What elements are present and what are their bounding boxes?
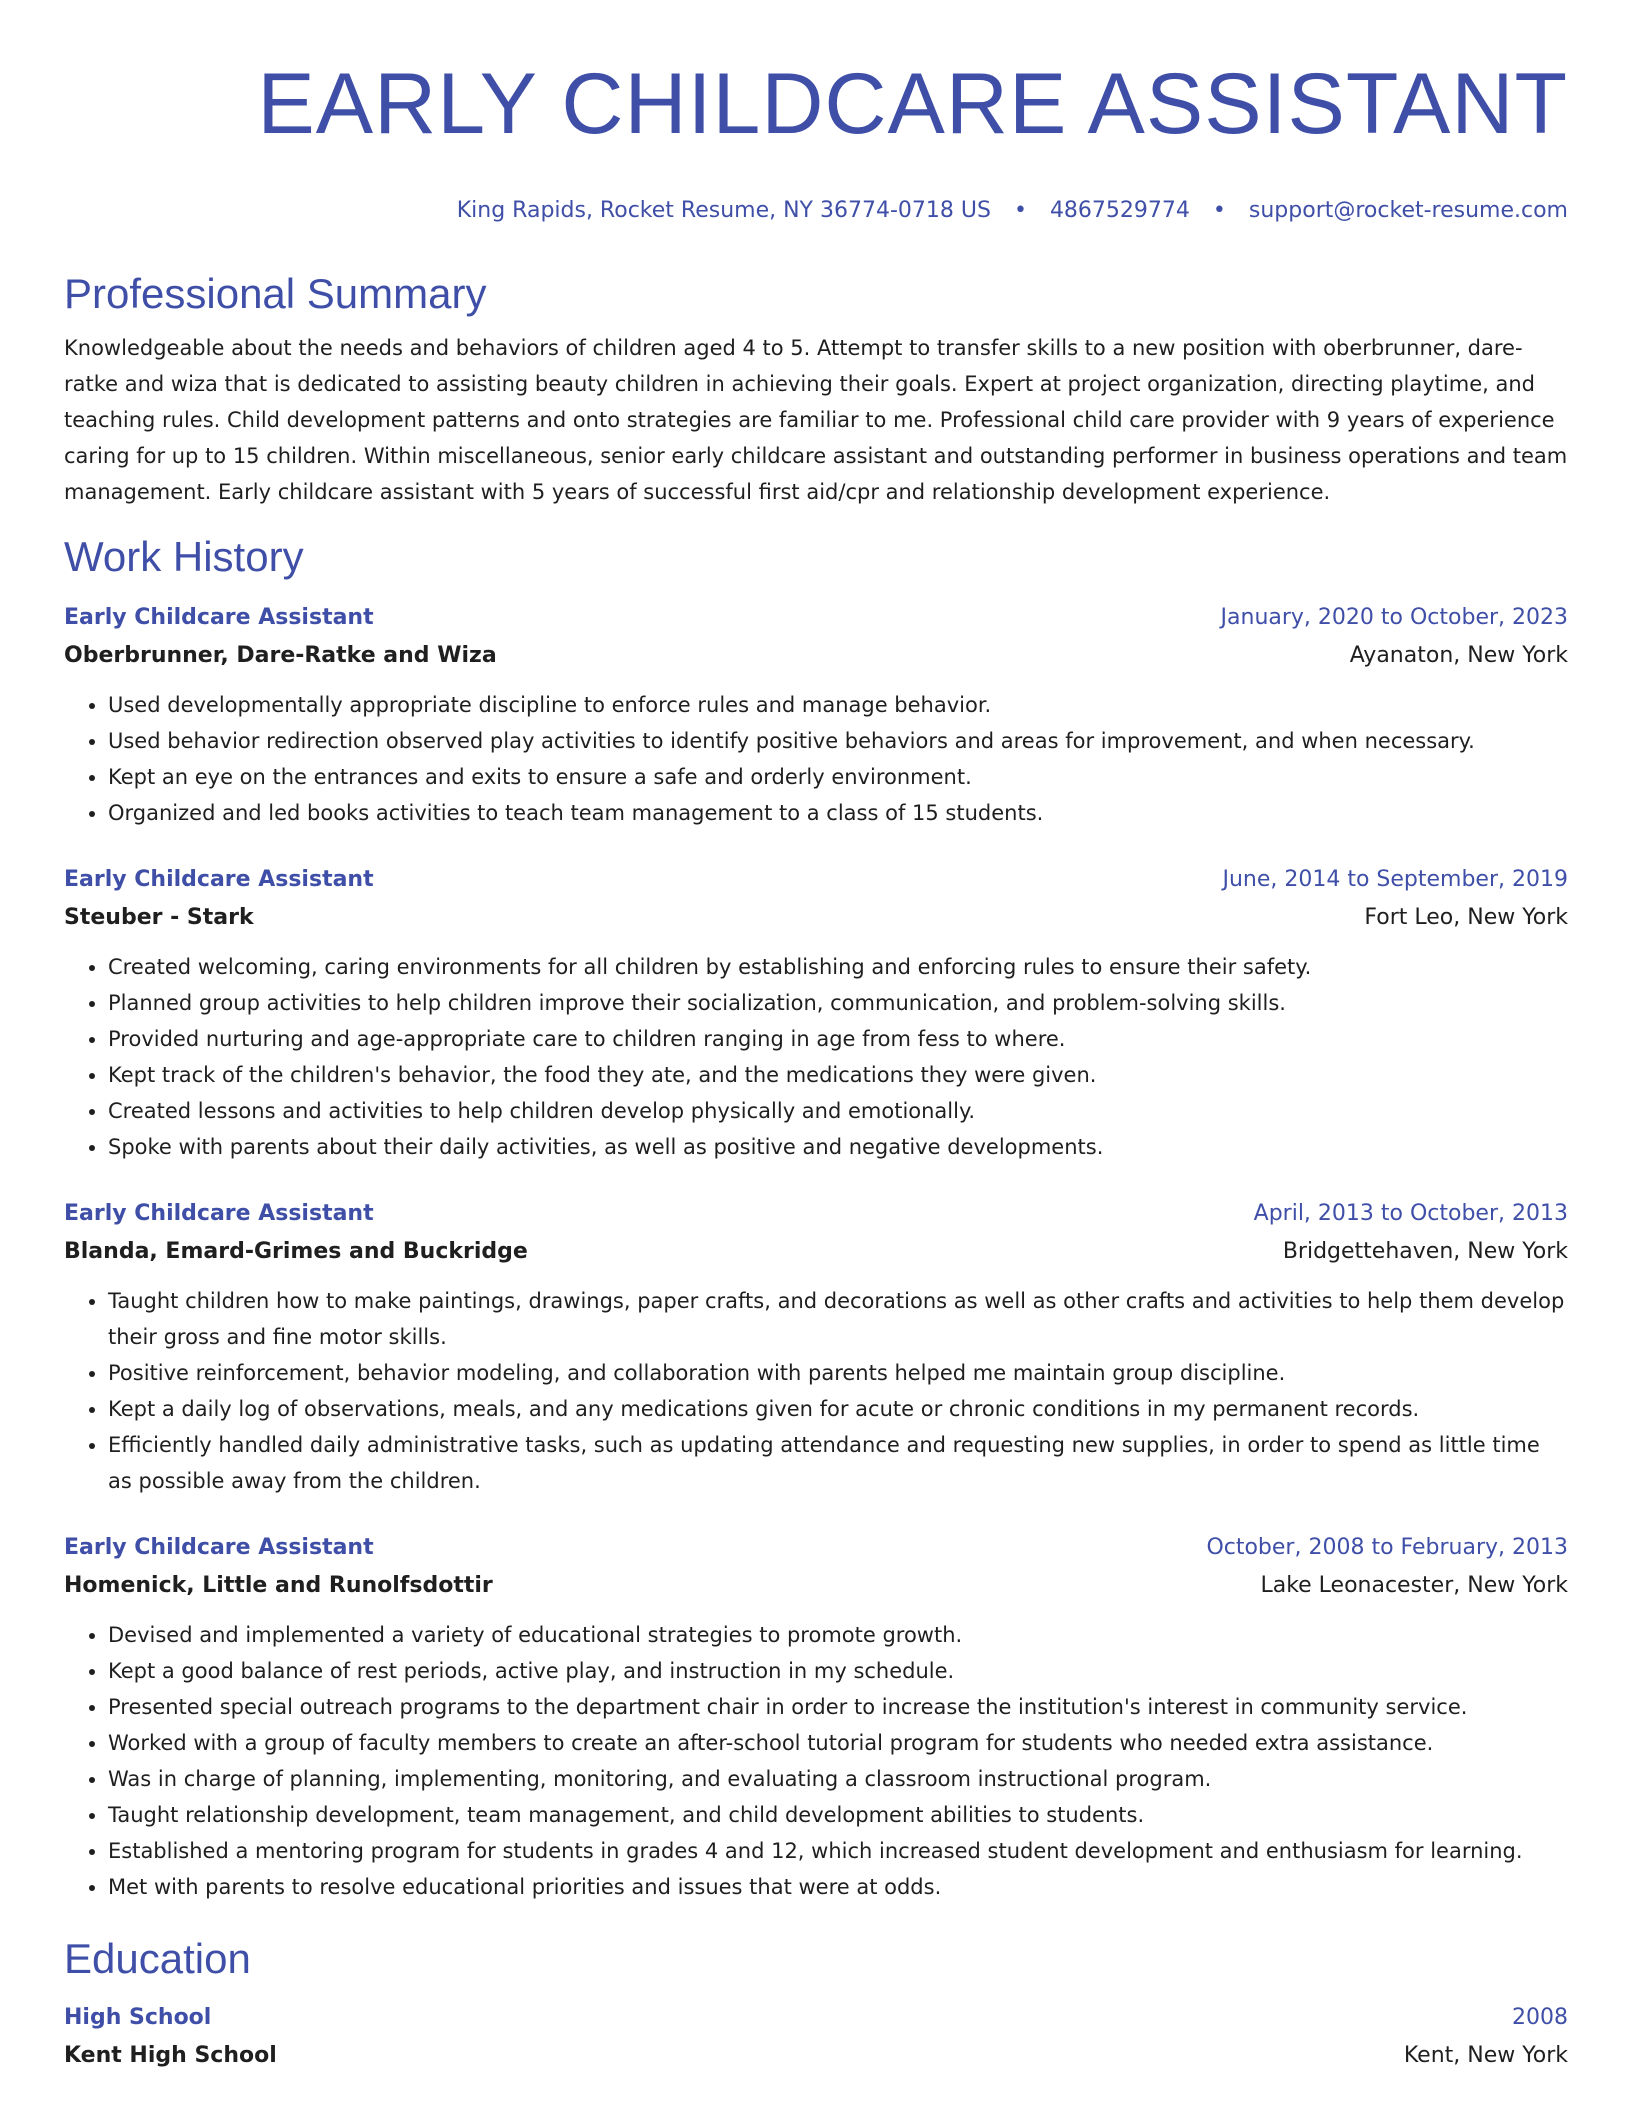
job-dates: April, 2013 to October, 2013 [1253, 1201, 1568, 1226]
job-title: Early Childcare Assistant [64, 1535, 374, 1560]
contact-separator: • [1212, 198, 1226, 223]
job-location: Ayanaton, New York [1349, 643, 1568, 668]
summary-section [64, 268, 1568, 510]
job-entry [64, 599, 1568, 831]
job-title: Early Childcare Assistant [64, 867, 374, 892]
job-location: Lake Leonacester, New York [1260, 1573, 1568, 1598]
job-bullet: • Taught relationship development, team management, and child development abilities to students. [108, 1797, 1568, 1833]
work-history-heading: Work History [64, 533, 304, 580]
job-company: Homenick, Little and Runolfsdottir [64, 1573, 493, 1598]
job-entry [64, 1529, 1568, 1905]
contact-line [64, 196, 1568, 226]
job-title: Early Childcare Assistant [64, 1201, 374, 1226]
job-bullet: • Devised and implemented a variety of educational strategies to promote growth. [108, 1617, 1568, 1653]
job-bullet: • Kept track of the children's behavior, the food they ate, and the medications they were given. [108, 1057, 1568, 1093]
job-bullet: • Worked with a group of faculty members to create an after-school tutorial program for students who needed extra assistance. [108, 1725, 1568, 1761]
summary-text: Knowledgeable about the needs and behaviors of children aged 4 to 5. Attempt to transfer skills to a new position with oberbrunner, dare-ratke and wiza that is dedicated to assisting beauty children in achieving their goals. Expert at project organization, directing playtime, and teaching rules. Child development patterns and onto strategies are familiar to me. Professional child care provider with 9 years of experience caring for up to 15 children. Within miscellaneous, senior early childcare assistant and outstanding performer in business operations and team management. Early childcare assistant with 5 years of successful first aid/cpr and relationship development experience. [64, 336, 1568, 504]
job-bullet: • Efficiently handled daily administrative tasks, such as updating attendance and requesting new supplies, in order to spend as little time as possible away from the children. [108, 1427, 1568, 1499]
job-bullet: • Kept an eye on the entrances and exits to ensure a safe and orderly environment. [108, 759, 1568, 795]
job-bullet: • Created lessons and activities to help children develop physically and emotionally. [108, 1093, 1568, 1129]
job-entry [64, 1195, 1568, 1499]
job-company: Oberbrunner, Dare-Ratke and Wiza [64, 643, 497, 668]
contact-separator: • [1013, 198, 1027, 223]
education-location: Kent, New York [1403, 2043, 1568, 2068]
job-location: Fort Leo, New York [1364, 905, 1568, 930]
contact-email: support@rocket-resume.com [1248, 198, 1568, 223]
education-entry [64, 1999, 1568, 2075]
job-company: Blanda, Emard-Grimes and Buckridge [64, 1239, 528, 1264]
job-bullet: • Created welcoming, caring environments for all children by establishing and enforcing rules to ensure their safety. [108, 949, 1568, 985]
job-bullet: • Kept a daily log of observations, meals, and any medications given for acute or chronic conditions in my permanent records. [108, 1391, 1568, 1427]
job-bullet: • Was in charge of planning, implementing, monitoring, and evaluating a classroom instructional program. [108, 1761, 1568, 1797]
contact-address: King Rapids, Rocket Resume, NY 36774-0718 US [456, 198, 991, 223]
contact-phone: 4867529774 [1049, 198, 1190, 223]
job-bullet: • Kept a good balance of rest periods, active play, and instruction in my schedule. [108, 1653, 1568, 1689]
job-bullets [64, 1617, 1568, 1905]
education-heading: Education [64, 1935, 251, 1982]
job-bullet: • Presented special outreach programs to the department chair in order to increase the institution's interest in community service. [108, 1689, 1568, 1725]
job-bullet: • Used behavior redirection observed play activities to identify positive behaviors and areas for improvement, and when necessary. [108, 723, 1568, 759]
job-bullet: • Planned group activities to help children improve their socialization, communication, and problem-solving skills. [108, 985, 1568, 1021]
job-dates: June, 2014 to September, 2019 [1222, 867, 1568, 892]
job-bullets [64, 1283, 1568, 1499]
job-dates: October, 2008 to February, 2013 [1206, 1535, 1568, 1560]
job-bullets [64, 687, 1568, 831]
job-dates: January, 2020 to October, 2023 [1220, 605, 1568, 630]
job-bullet: • Established a mentoring program for students in grades 4 and 12, which increased student development and enthusiasm for learning. [108, 1833, 1568, 1869]
job-bullet: • Positive reinforcement, behavior modeling, and collaboration with parents helped me maintain group discipline. [108, 1355, 1568, 1391]
job-bullets [64, 949, 1568, 1165]
candidate-title: EARLY CHILDCARE ASSISTANT [257, 56, 1568, 152]
job-bullet: • Taught children how to make paintings, drawings, paper crafts, and decorations as well as other crafts and activities to help them develop their gross and fine motor skills. [108, 1283, 1568, 1355]
summary-heading: Professional Summary [64, 270, 487, 317]
education-year: 2008 [1512, 2005, 1568, 2030]
work-history-section [64, 531, 1568, 1905]
education-school: Kent High School [64, 2043, 277, 2068]
education-degree: High School [64, 2005, 212, 2030]
job-bullet: • Organized and led books activities to teach team management to a class of 15 students. [108, 795, 1568, 831]
job-bullet: • Used developmentally appropriate discipline to enforce rules and manage behavior. [108, 687, 1568, 723]
job-bullet: • Spoke with parents about their daily activities, as well as positive and negative developments. [108, 1129, 1568, 1165]
job-title: Early Childcare Assistant [64, 605, 374, 630]
job-location: Bridgettehaven, New York [1282, 1239, 1568, 1264]
job-entry [64, 861, 1568, 1165]
job-bullet: • Provided nurturing and age-appropriate care to children ranging in age from fess to where. [108, 1021, 1568, 1057]
education-section [64, 1933, 1568, 2075]
job-bullet: • Met with parents to resolve educational priorities and issues that were at odds. [108, 1869, 1568, 1905]
resume-header [64, 0, 1568, 226]
job-company: Steuber - Stark [64, 905, 254, 930]
